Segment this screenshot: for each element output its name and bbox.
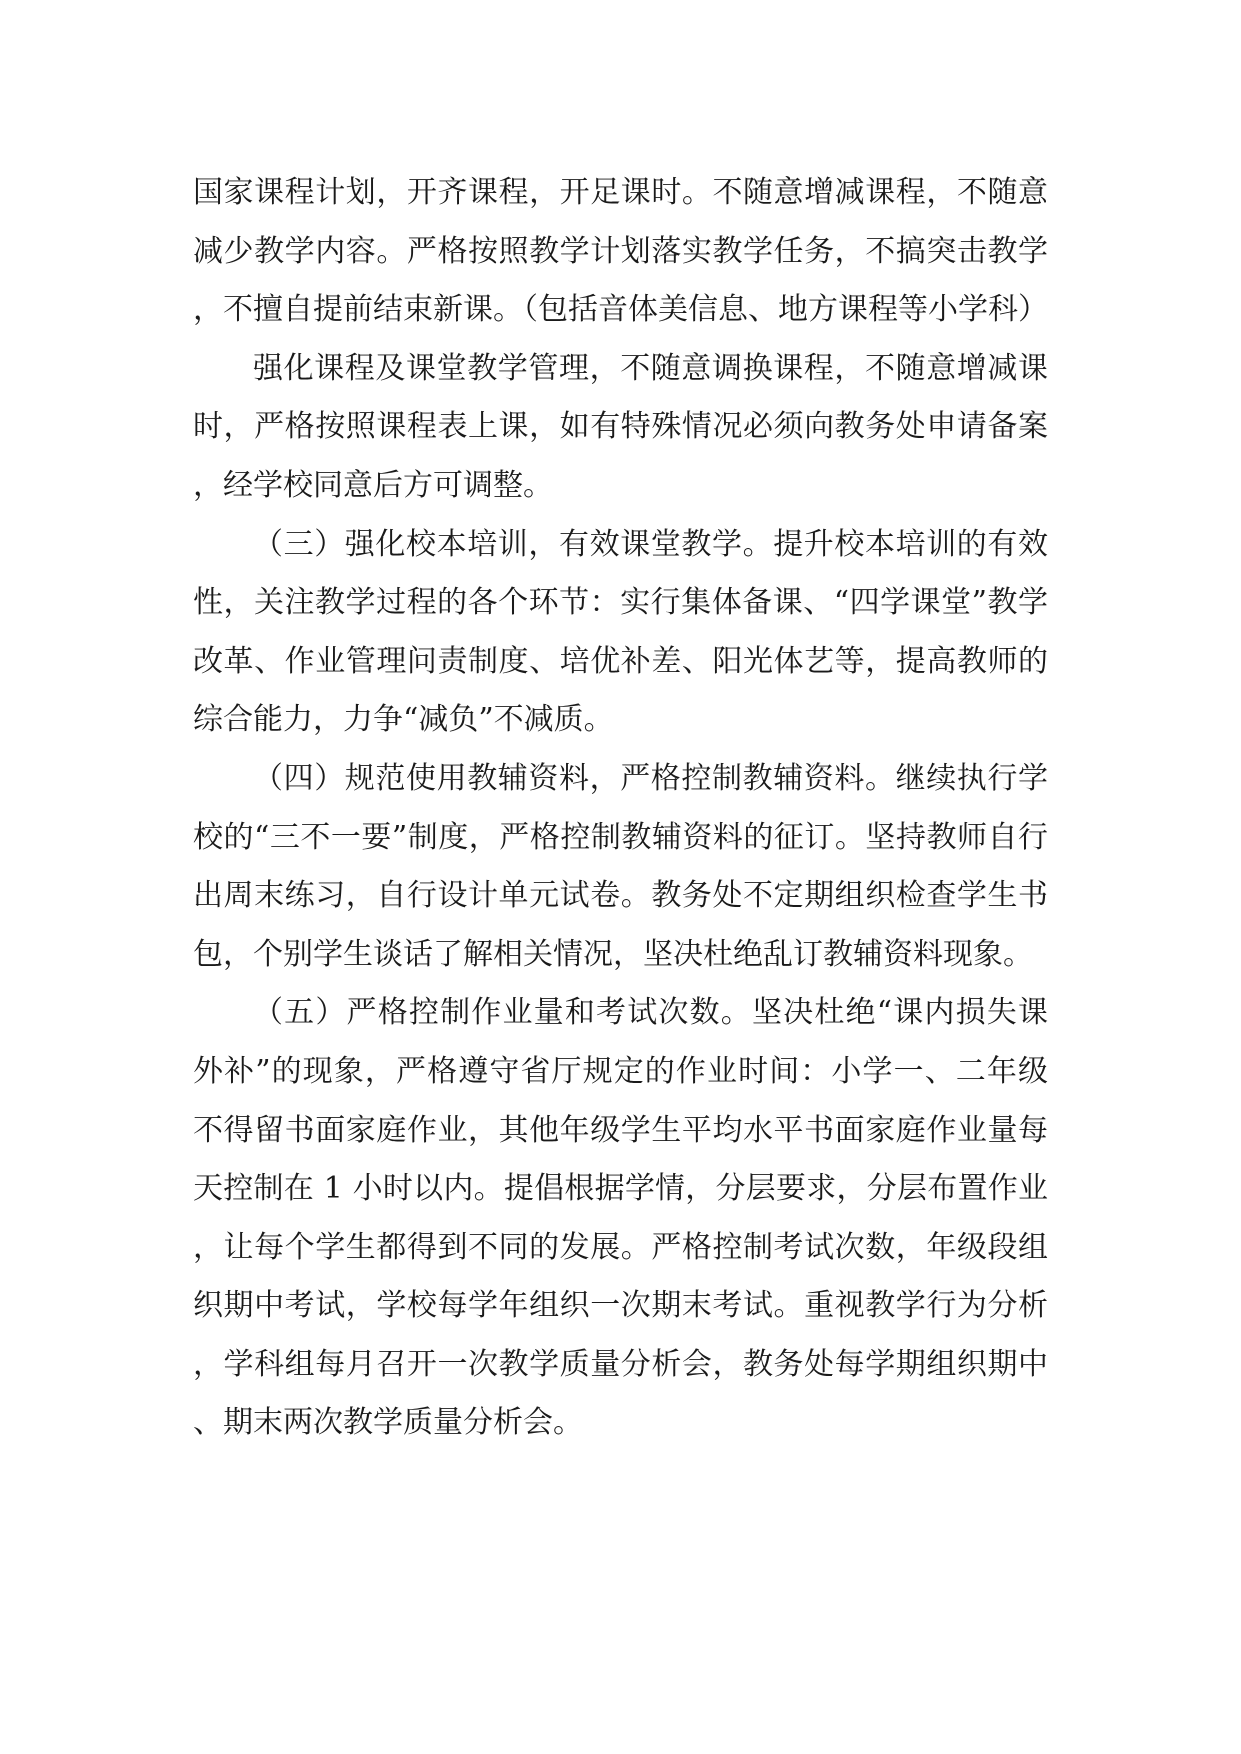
- document-body: [193, 164, 1048, 1453]
- paragraph-teaching-materials: （四）规范使用教辅资料，严格控制教辅资料。继续执行学校的“三不一要”制度，严格控制教辅资料的征订。坚持教师自行出周末练习，自行设计单元试卷。教务处不定期组织检查学生书包，个别学生谈话了解相关情况，坚决杜绝乱订教辅资料现象。: [193, 760, 1048, 972]
- paragraph-course-management: 强化课程及课堂教学管理，不随意调换课程，不随意增减课时，严格按照课程表上课，如有特殊情况必须向教务处申请备案，经学校同意后方可调整。: [193, 350, 1048, 503]
- paragraph-school-training: （三）强化校本培训，有效课堂教学。提升校本培训的有效性，关注教学过程的各个环节：实行集体备课、“四学课堂”教学改革、作业管理问责制度、培优补差、阳光体艺等，提高教师的综合能力，力争“减负”不减质。: [193, 526, 1048, 738]
- paragraph-homework-exams: （五）严格控制作业量和考试次数。坚决杜绝“课内损失课外补”的现象，严格遵守省厅规定的作业时间：小学一、二年级不得留书面家庭作业，其他年级学生平均水平书面家庭作业量每天控制在 1 小时以内。提倡根据学情，分层要求，分层布置作业，让每个学生都得到不同的发展。严格控制考试次数，年级段组织期中考试，学校每学年组织一次期末考试。重视教学行为分析，学科组每月召开一次教学质量分析会，教务处每学期组织期中、期末两次教学质量分析会。: [193, 995, 1048, 1441]
- paragraph-curriculum-plan: 国家课程计划，开齐课程，开足课时。不随意增减课程，不随意减少教学内容。严格按照教学计划落实教学任务，不搞突击教学，不擅自提前结束新课。（包括音体美信息、地方课程等小学科）: [193, 175, 1048, 328]
